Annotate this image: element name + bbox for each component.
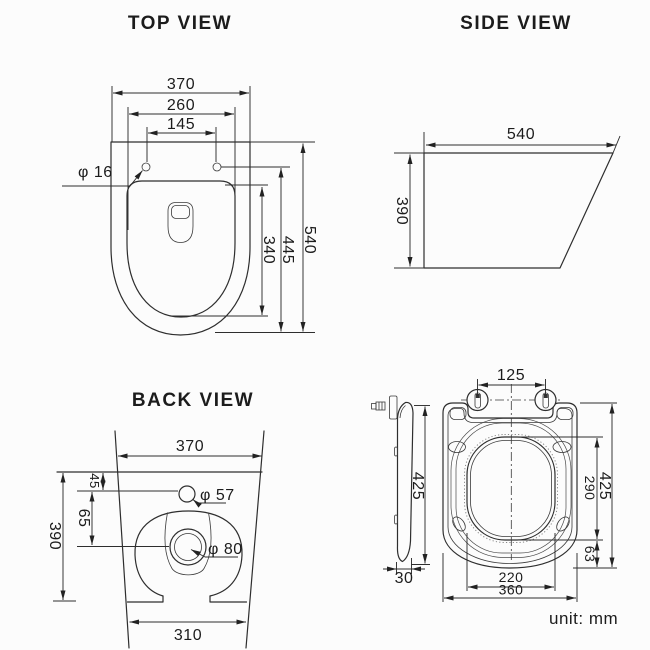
dim-back-top-width: 370 bbox=[175, 438, 205, 455]
dim-top-hole-spacing: 145 bbox=[166, 116, 196, 133]
dim-back-inlet-to-outlet: 65 bbox=[75, 508, 92, 528]
dim-seat-opening-length: 290 bbox=[582, 475, 598, 501]
top-view-flush-button bbox=[172, 206, 190, 219]
dim-back-bottom-width: 310 bbox=[173, 627, 203, 644]
top-view-seat-ring bbox=[127, 181, 235, 317]
dim-top-seat-width: 260 bbox=[166, 97, 196, 114]
side-view-dimension-lines bbox=[410, 145, 616, 267]
hinge-pin bbox=[376, 402, 385, 410]
unit-label: unit: mm bbox=[549, 609, 619, 628]
dim-top-holes-to-front: 445 bbox=[279, 235, 296, 265]
seat-outline bbox=[443, 403, 577, 568]
dim-side-depth: 540 bbox=[506, 126, 536, 143]
back-view-inlet-hole bbox=[179, 486, 195, 502]
top-view-drawing bbox=[62, 13, 318, 335]
dim-seat-length: 425 bbox=[596, 471, 613, 501]
back-view-outlet-outer bbox=[170, 529, 206, 565]
seat-top-drawing bbox=[443, 367, 617, 602]
dim-seat-profile-thickness: 30 bbox=[394, 570, 414, 587]
seat-bumper-top-right bbox=[553, 442, 571, 453]
dim-seat-hinge-spacing: 125 bbox=[496, 367, 526, 384]
back-view-drawing bbox=[46, 390, 264, 648]
top-view-mounting-hole-left bbox=[142, 163, 150, 171]
dim-seat-profile-height: 425 bbox=[409, 471, 426, 501]
back-view-title: BACK VIEW bbox=[131, 390, 255, 411]
hinge-bracket-plate bbox=[390, 396, 398, 419]
dim-top-overall-length: 540 bbox=[301, 225, 318, 255]
dim-back-height: 390 bbox=[46, 521, 63, 551]
back-view-extension-lines bbox=[53, 491, 178, 601]
dim-side-height: 390 bbox=[393, 196, 410, 226]
top-view-title: TOP VIEW bbox=[127, 13, 233, 34]
top-view-extension-lines bbox=[112, 86, 315, 333]
dim-back-inlet-diameter: φ 57 bbox=[200, 487, 235, 504]
dim-seat-opening-width: 220 bbox=[498, 569, 524, 585]
top-view-mounting-hole-right bbox=[213, 163, 221, 171]
back-view-bottom-edge bbox=[128, 596, 247, 602]
seat-view-drawing bbox=[372, 367, 618, 602]
dim-seat-rear-offset: 63 bbox=[582, 545, 598, 563]
back-view-right-edge bbox=[246, 431, 264, 648]
dim-top-bowl-length: 340 bbox=[260, 235, 277, 265]
back-view-left-edge bbox=[115, 431, 129, 648]
seat-bumper-top-left bbox=[449, 442, 466, 453]
back-view-outlet-inner bbox=[175, 534, 202, 561]
top-view-bowl-outline bbox=[111, 142, 250, 335]
side-view-title: SIDE VIEW bbox=[460, 13, 572, 34]
dim-top-hole-diameter: φ 16 bbox=[78, 164, 113, 181]
hinge-pin-cap bbox=[372, 404, 377, 410]
dim-back-outlet-diameter: φ 80 bbox=[208, 541, 243, 558]
dim-top-overall-width: 370 bbox=[166, 76, 196, 93]
side-view-drawing bbox=[393, 13, 620, 268]
side-view-profile bbox=[424, 153, 613, 268]
dim-back-inlet-from-top: 45 bbox=[87, 473, 102, 489]
dim-seat-width: 360 bbox=[498, 581, 524, 598]
seat-hinge-cap-right bbox=[557, 408, 573, 420]
seat-profile-drawing bbox=[372, 396, 431, 587]
